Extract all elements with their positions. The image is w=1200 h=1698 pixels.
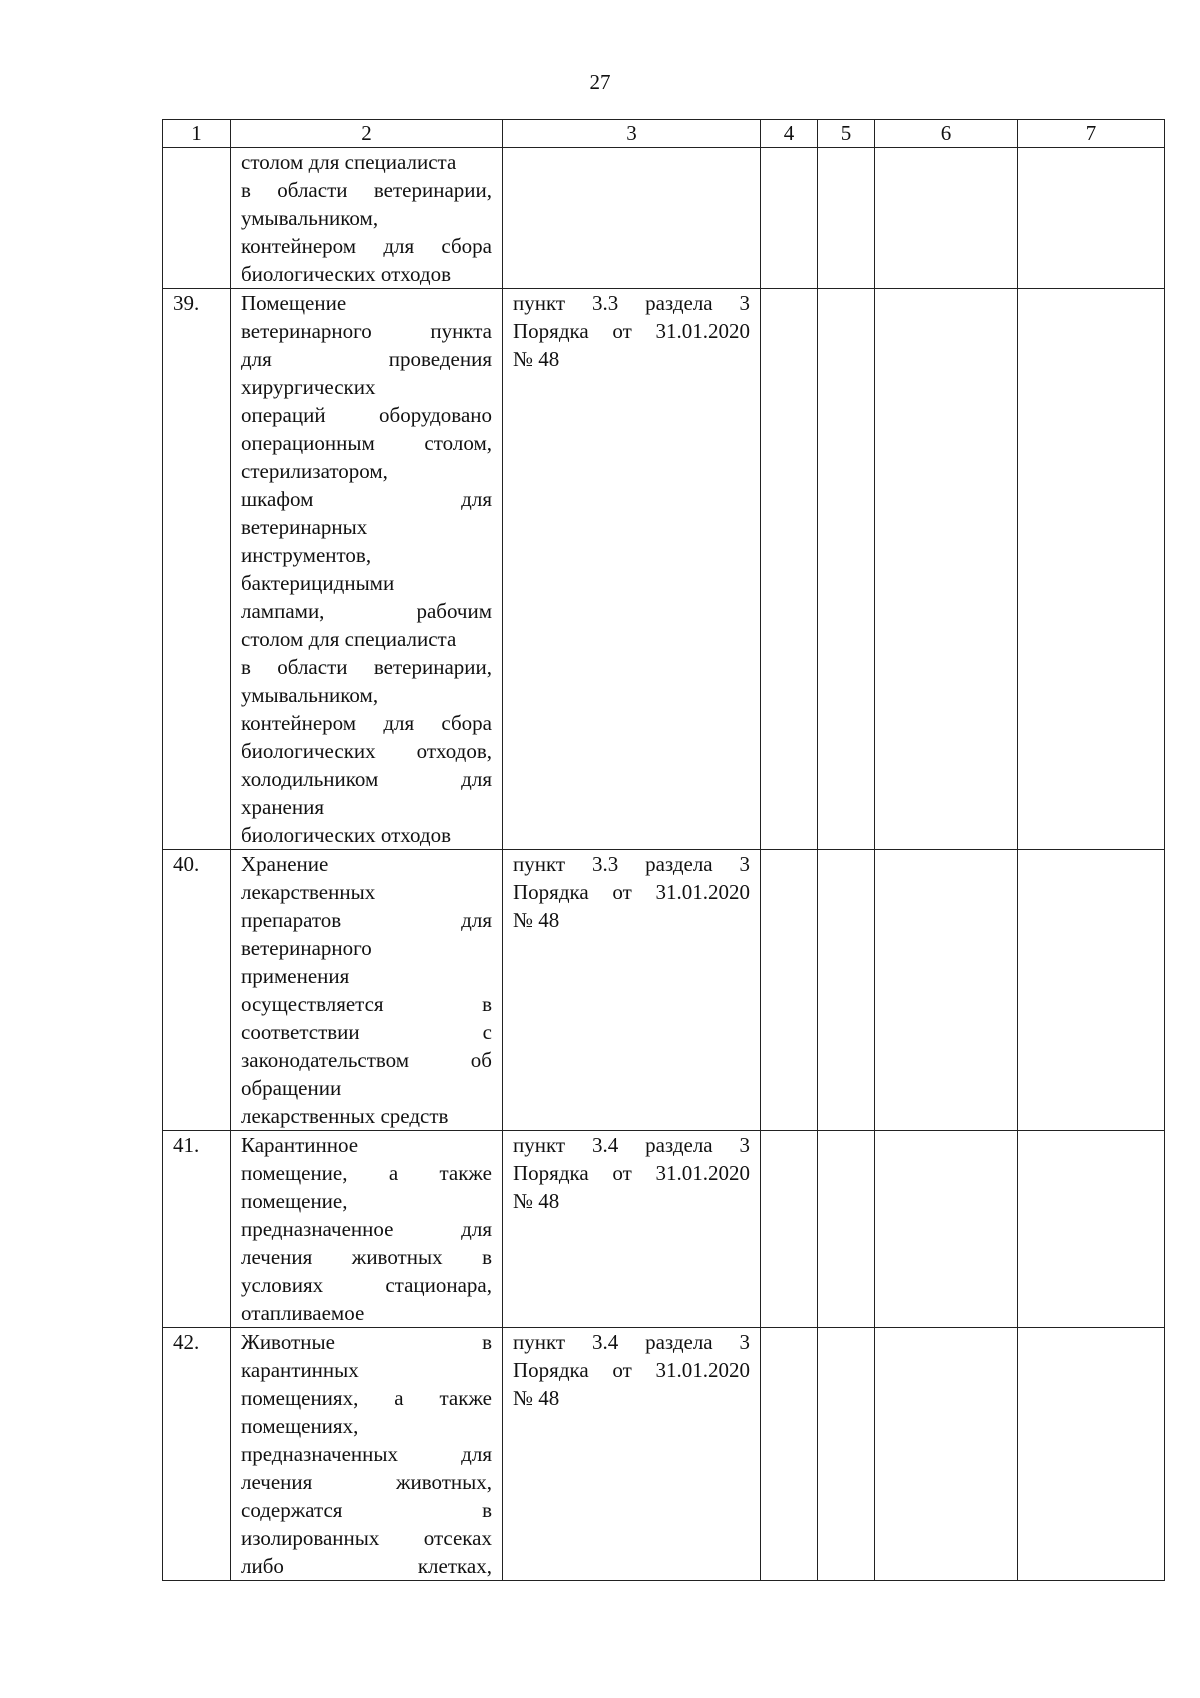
requirement-line: столом для специалиста: [241, 627, 457, 651]
row-number: [163, 148, 231, 289]
requirement-line: умывальником,: [241, 206, 379, 230]
requirement-line: Карантинное: [241, 1133, 359, 1157]
reference-line: № 48: [513, 1386, 560, 1410]
table-row: [163, 1131, 1165, 1328]
col-7-cell: [1018, 1131, 1165, 1328]
requirement-line: умывальником,: [241, 683, 379, 707]
col-5-cell: [818, 148, 875, 289]
requirement-line: лечения животных,: [241, 1470, 492, 1494]
col-4-cell: [761, 289, 818, 850]
reference-line: Порядка от 31.01.2020: [513, 880, 750, 904]
requirement-line: биологических отходов: [241, 823, 451, 847]
requirement-line: ветеринарного пункта: [241, 319, 492, 343]
reference-line: № 48: [513, 908, 560, 932]
requirement-line: применения: [241, 964, 350, 988]
requirement-line: холодильником для: [241, 767, 492, 791]
reference-line: пункт 3.3 раздела 3: [513, 852, 750, 876]
table-body: [163, 148, 1165, 1581]
col-5-cell: [818, 289, 875, 850]
col-4-cell: [761, 850, 818, 1131]
col-7-cell: [1018, 850, 1165, 1131]
requirement-line: в области ветеринарии,: [241, 655, 492, 679]
column-header-4: 4: [761, 120, 818, 148]
reference-line: пункт 3.3 раздела 3: [513, 291, 750, 315]
col-5-cell: [818, 1328, 875, 1581]
col-4-cell: [761, 1328, 818, 1581]
requirement-line: Хранение: [241, 852, 329, 876]
col-6-cell: [875, 1131, 1018, 1328]
requirement-line: в области ветеринарии,: [241, 178, 492, 202]
col-4-cell: [761, 1131, 818, 1328]
column-header-6: 6: [875, 120, 1018, 148]
row-number: 39.: [163, 289, 231, 850]
requirement-text: [231, 1131, 503, 1328]
requirement-line: изолированных отсеках: [241, 1526, 492, 1550]
col-6-cell: [875, 1328, 1018, 1581]
legal-reference: [503, 1131, 761, 1328]
requirement-line: хирургических: [241, 375, 376, 399]
requirement-line: помещениях,: [241, 1414, 359, 1438]
table-row: [163, 850, 1165, 1131]
page-number: 27: [589, 70, 611, 94]
column-header-3: 3: [503, 120, 761, 148]
col-6-cell: [875, 148, 1018, 289]
reference-line: № 48: [513, 1189, 560, 1213]
requirement-line: столом для специалиста: [241, 150, 457, 174]
requirement-line: биологических отходов: [241, 262, 451, 286]
column-header-2: 2: [231, 120, 503, 148]
requirement-line: стерилизатором,: [241, 459, 388, 483]
requirement-line: препаратов для: [241, 908, 492, 932]
column-header-7: 7: [1018, 120, 1165, 148]
requirement-line: предназначенное для: [241, 1217, 492, 1241]
row-number: 41.: [163, 1131, 231, 1328]
table-row: [163, 289, 1165, 850]
requirement-line: инструментов,: [241, 543, 372, 567]
reference-line: Порядка от 31.01.2020: [513, 319, 750, 343]
legal-reference: [503, 1328, 761, 1581]
legal-reference: [503, 148, 761, 289]
requirement-line: лекарственных средств: [241, 1104, 449, 1128]
reference-line: пункт 3.4 раздела 3: [513, 1133, 750, 1157]
table-row: [163, 148, 1165, 289]
reference-line: № 48: [513, 347, 560, 371]
requirement-line: для проведения: [241, 347, 492, 371]
requirement-line: законодательством об: [241, 1048, 492, 1072]
requirements-table: [162, 119, 1165, 1581]
requirement-line: операционным столом,: [241, 431, 492, 455]
requirement-line: шкафом для: [241, 487, 492, 511]
requirement-line: условиях стационара,: [241, 1273, 492, 1297]
requirement-line: помещениях, а также: [241, 1386, 492, 1410]
header-row: [163, 120, 1165, 148]
reference-line: Порядка от 31.01.2020: [513, 1161, 750, 1185]
requirement-line: хранения: [241, 795, 325, 819]
requirement-line: обращении: [241, 1076, 342, 1100]
col-5-cell: [818, 1131, 875, 1328]
requirement-line: Помещение: [241, 291, 347, 315]
requirement-line: операций оборудовано: [241, 403, 492, 427]
row-number: 40.: [163, 850, 231, 1131]
requirement-line: содержатся в: [241, 1498, 492, 1522]
column-header-5: 5: [818, 120, 875, 148]
requirement-line: лекарственных: [241, 880, 376, 904]
requirement-line: карантинных: [241, 1358, 359, 1382]
requirement-line: бактерицидными: [241, 571, 395, 595]
table-row: [163, 1328, 1165, 1581]
requirement-line: Животные в: [241, 1330, 492, 1354]
requirement-line: лечения животных в: [241, 1245, 492, 1269]
reference-line: Порядка от 31.01.2020: [513, 1358, 750, 1382]
reference-line: пункт 3.4 раздела 3: [513, 1330, 750, 1354]
col-6-cell: [875, 289, 1018, 850]
requirement-line: помещение,: [241, 1189, 348, 1213]
row-number: 42.: [163, 1328, 231, 1581]
requirement-line: помещение, а также: [241, 1161, 492, 1185]
legal-reference: [503, 289, 761, 850]
requirement-line: контейнером для сбора: [241, 234, 492, 258]
col-4-cell: [761, 148, 818, 289]
requirement-line: ветеринарного: [241, 936, 372, 960]
col-5-cell: [818, 850, 875, 1131]
requirement-line: контейнером для сбора: [241, 711, 492, 735]
requirement-line: отапливаемое: [241, 1301, 365, 1325]
legal-reference: [503, 850, 761, 1131]
requirement-line: предназначенных для: [241, 1442, 492, 1466]
requirement-line: осуществляется в: [241, 992, 492, 1016]
requirement-text: [231, 148, 503, 289]
requirement-line: ветеринарных: [241, 515, 368, 539]
requirement-line: соответствии с: [241, 1020, 492, 1044]
column-header-1: 1: [163, 120, 231, 148]
requirement-text: [231, 289, 503, 850]
col-7-cell: [1018, 289, 1165, 850]
col-7-cell: [1018, 148, 1165, 289]
requirement-text: [231, 1328, 503, 1581]
requirement-text: [231, 850, 503, 1131]
requirement-line: лампами, рабочим: [241, 599, 492, 623]
col-6-cell: [875, 850, 1018, 1131]
col-7-cell: [1018, 1328, 1165, 1581]
requirement-line: биологических отходов,: [241, 739, 492, 763]
requirement-line: либо клетках,: [241, 1554, 492, 1578]
